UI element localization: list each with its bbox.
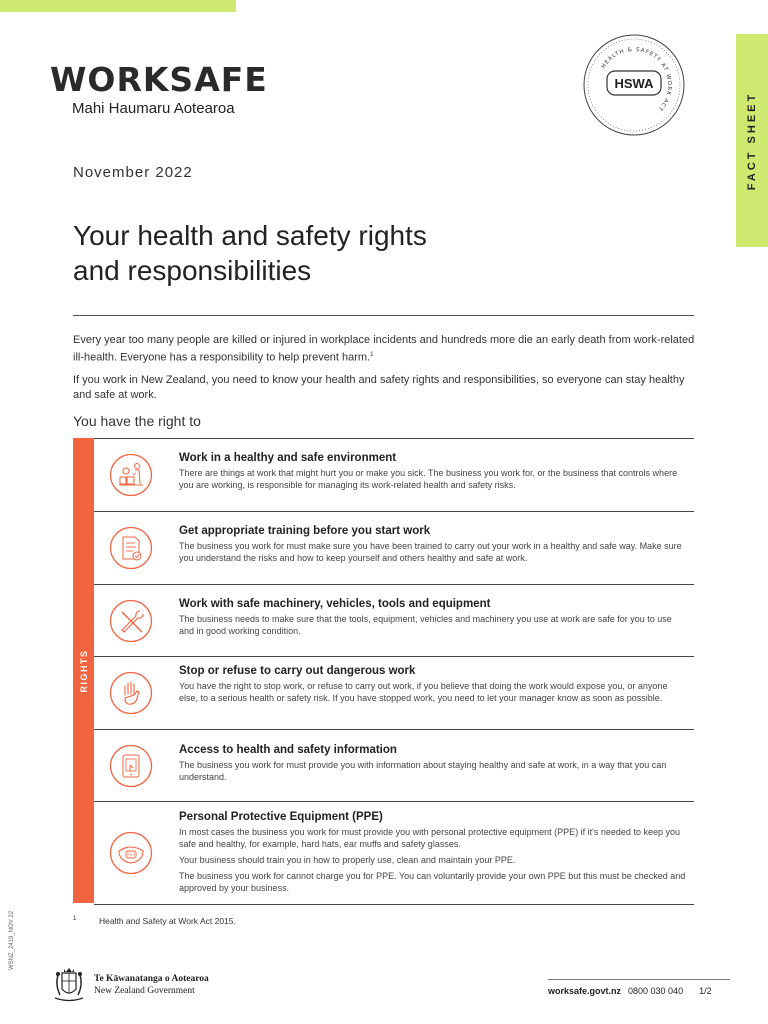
rights-title: Work with safe machinery, vehicles, tools and equipment <box>179 598 491 610</box>
fact-sheet-tab <box>736 34 768 247</box>
footnote-number: 1 <box>73 916 77 922</box>
gov-name-maori: Te Kāwanatanga o Aotearoa <box>94 974 209 984</box>
nz-coat-of-arms-icon <box>50 965 88 1005</box>
footnote-ref: 1 <box>370 352 374 358</box>
rights-description: The business you work for cannot charge you for PPE. You can voluntarily provide your own PPE but this must be checked and approved by your business. <box>179 871 686 893</box>
top-accent-bar <box>0 0 236 12</box>
ppe-mask-icon <box>109 831 153 875</box>
footnote-text: Health and Safety at Work Act 2015. <box>99 916 236 926</box>
rights-description: The business you work for must provide you with information about staying healthy and safe at work, in a way that you can understand. <box>179 760 667 782</box>
page-number: 1/2 <box>699 986 712 996</box>
publication-date: November 2022 <box>73 164 193 181</box>
rights-heading: You have the right to <box>73 413 201 429</box>
rights-title: Stop or refuse to carry out dangerous work <box>179 665 416 677</box>
seal-label: HSWA <box>614 76 654 91</box>
fact-sheet-label: FACT SHEET <box>746 91 758 190</box>
rights-row-ppe <box>94 801 694 905</box>
tablet-info-icon <box>109 744 153 788</box>
rights-band <box>73 438 94 903</box>
tools-icon <box>109 599 153 643</box>
rights-row-stop-work <box>94 656 694 729</box>
gov-name-english: New Zealand Government <box>94 986 195 996</box>
rights-description: Your business should train you in how to properly use, clean and maintain your PPE. <box>179 855 516 865</box>
rights-row-information <box>94 729 694 801</box>
rights-title: Personal Protective Equipment (PPE) <box>179 811 383 823</box>
title-divider <box>73 315 694 316</box>
rights-title: Work in a healthy and safe environment <box>179 452 397 464</box>
seal-ring-text: HEALTH & SAFETY AT WORK ACT <box>600 46 673 113</box>
document-code: WSNZ_2419_NOV 22 <box>9 910 15 970</box>
title-line-1: Your health and safety rights <box>73 220 427 251</box>
phone-number: 0800 030 040 <box>628 986 684 996</box>
rights-description: There are things at work that might hurt you or make you sick. The business you work for, or the business that controls where you are working, is responsible for managing its work-related health and safety risks. <box>179 468 678 490</box>
hswa-seal-icon <box>582 33 686 137</box>
nz-government-logo <box>50 965 209 1005</box>
training-document-icon <box>109 526 153 570</box>
rights-band-label: RIGHTS <box>78 648 89 693</box>
logo-subtitle: Mahi Haumaru Aotearoa <box>72 100 235 117</box>
rights-list <box>94 438 694 905</box>
footer-divider <box>548 979 730 980</box>
rights-title: Get appropriate training before you start work <box>179 525 431 537</box>
footer-contact <box>548 986 712 996</box>
logo-wordmark: WORKSAFE <box>50 60 268 99</box>
rights-description: You have the right to stop work, or refuse to carry out work, if you believe that doing the work would expose you, or anyone else, to a serious health or safety risk. If you have stopped work, you need to let your manager know as soon as possible. <box>179 681 668 703</box>
website-link[interactable]: worksafe.govt.nz <box>548 986 622 996</box>
rights-row-environment <box>94 438 694 511</box>
rights-description: The business needs to make sure that the tools, equipment, vehicles and machinery you use at work are safe for you to use and in good working condition. <box>179 614 672 636</box>
rights-description: The business you work for must make sure you have been trained to carry out your work in a healthy and safe way. Make sure you understand the risks and how to keep yourself and others healthy and safe at work. <box>179 541 682 563</box>
intro-paragraph-1: Every year too many people are killed or injured in workplace incidents and hundreds more die an early death from work-related ill-health. Everyone has a responsibility to help prevent harm.$^1$ <box>73 334 695 364</box>
rights-title: Access to health and safety information <box>179 744 397 756</box>
title-line-2: and responsibilities <box>73 255 312 286</box>
workplace-icon <box>109 453 153 497</box>
rights-row-training <box>94 511 694 584</box>
worksafe-logo <box>50 62 268 117</box>
intro-paragraph-2: If you work in New Zealand, you need to know your health and safety rights and responsibilities, so everyone can stay healthy and safe at work. <box>73 373 685 401</box>
rights-description: In most cases the business you work for must provide you with personal protective equipment (PPE) if it's needed to keep you safe and healthy, for example, hard hats, ear muffs and safety glasses. <box>179 827 680 849</box>
page-title <box>73 218 633 288</box>
stop-hand-icon <box>109 671 153 715</box>
footnote <box>73 916 236 926</box>
rights-row-machinery <box>94 584 694 656</box>
intro-text <box>73 333 695 410</box>
